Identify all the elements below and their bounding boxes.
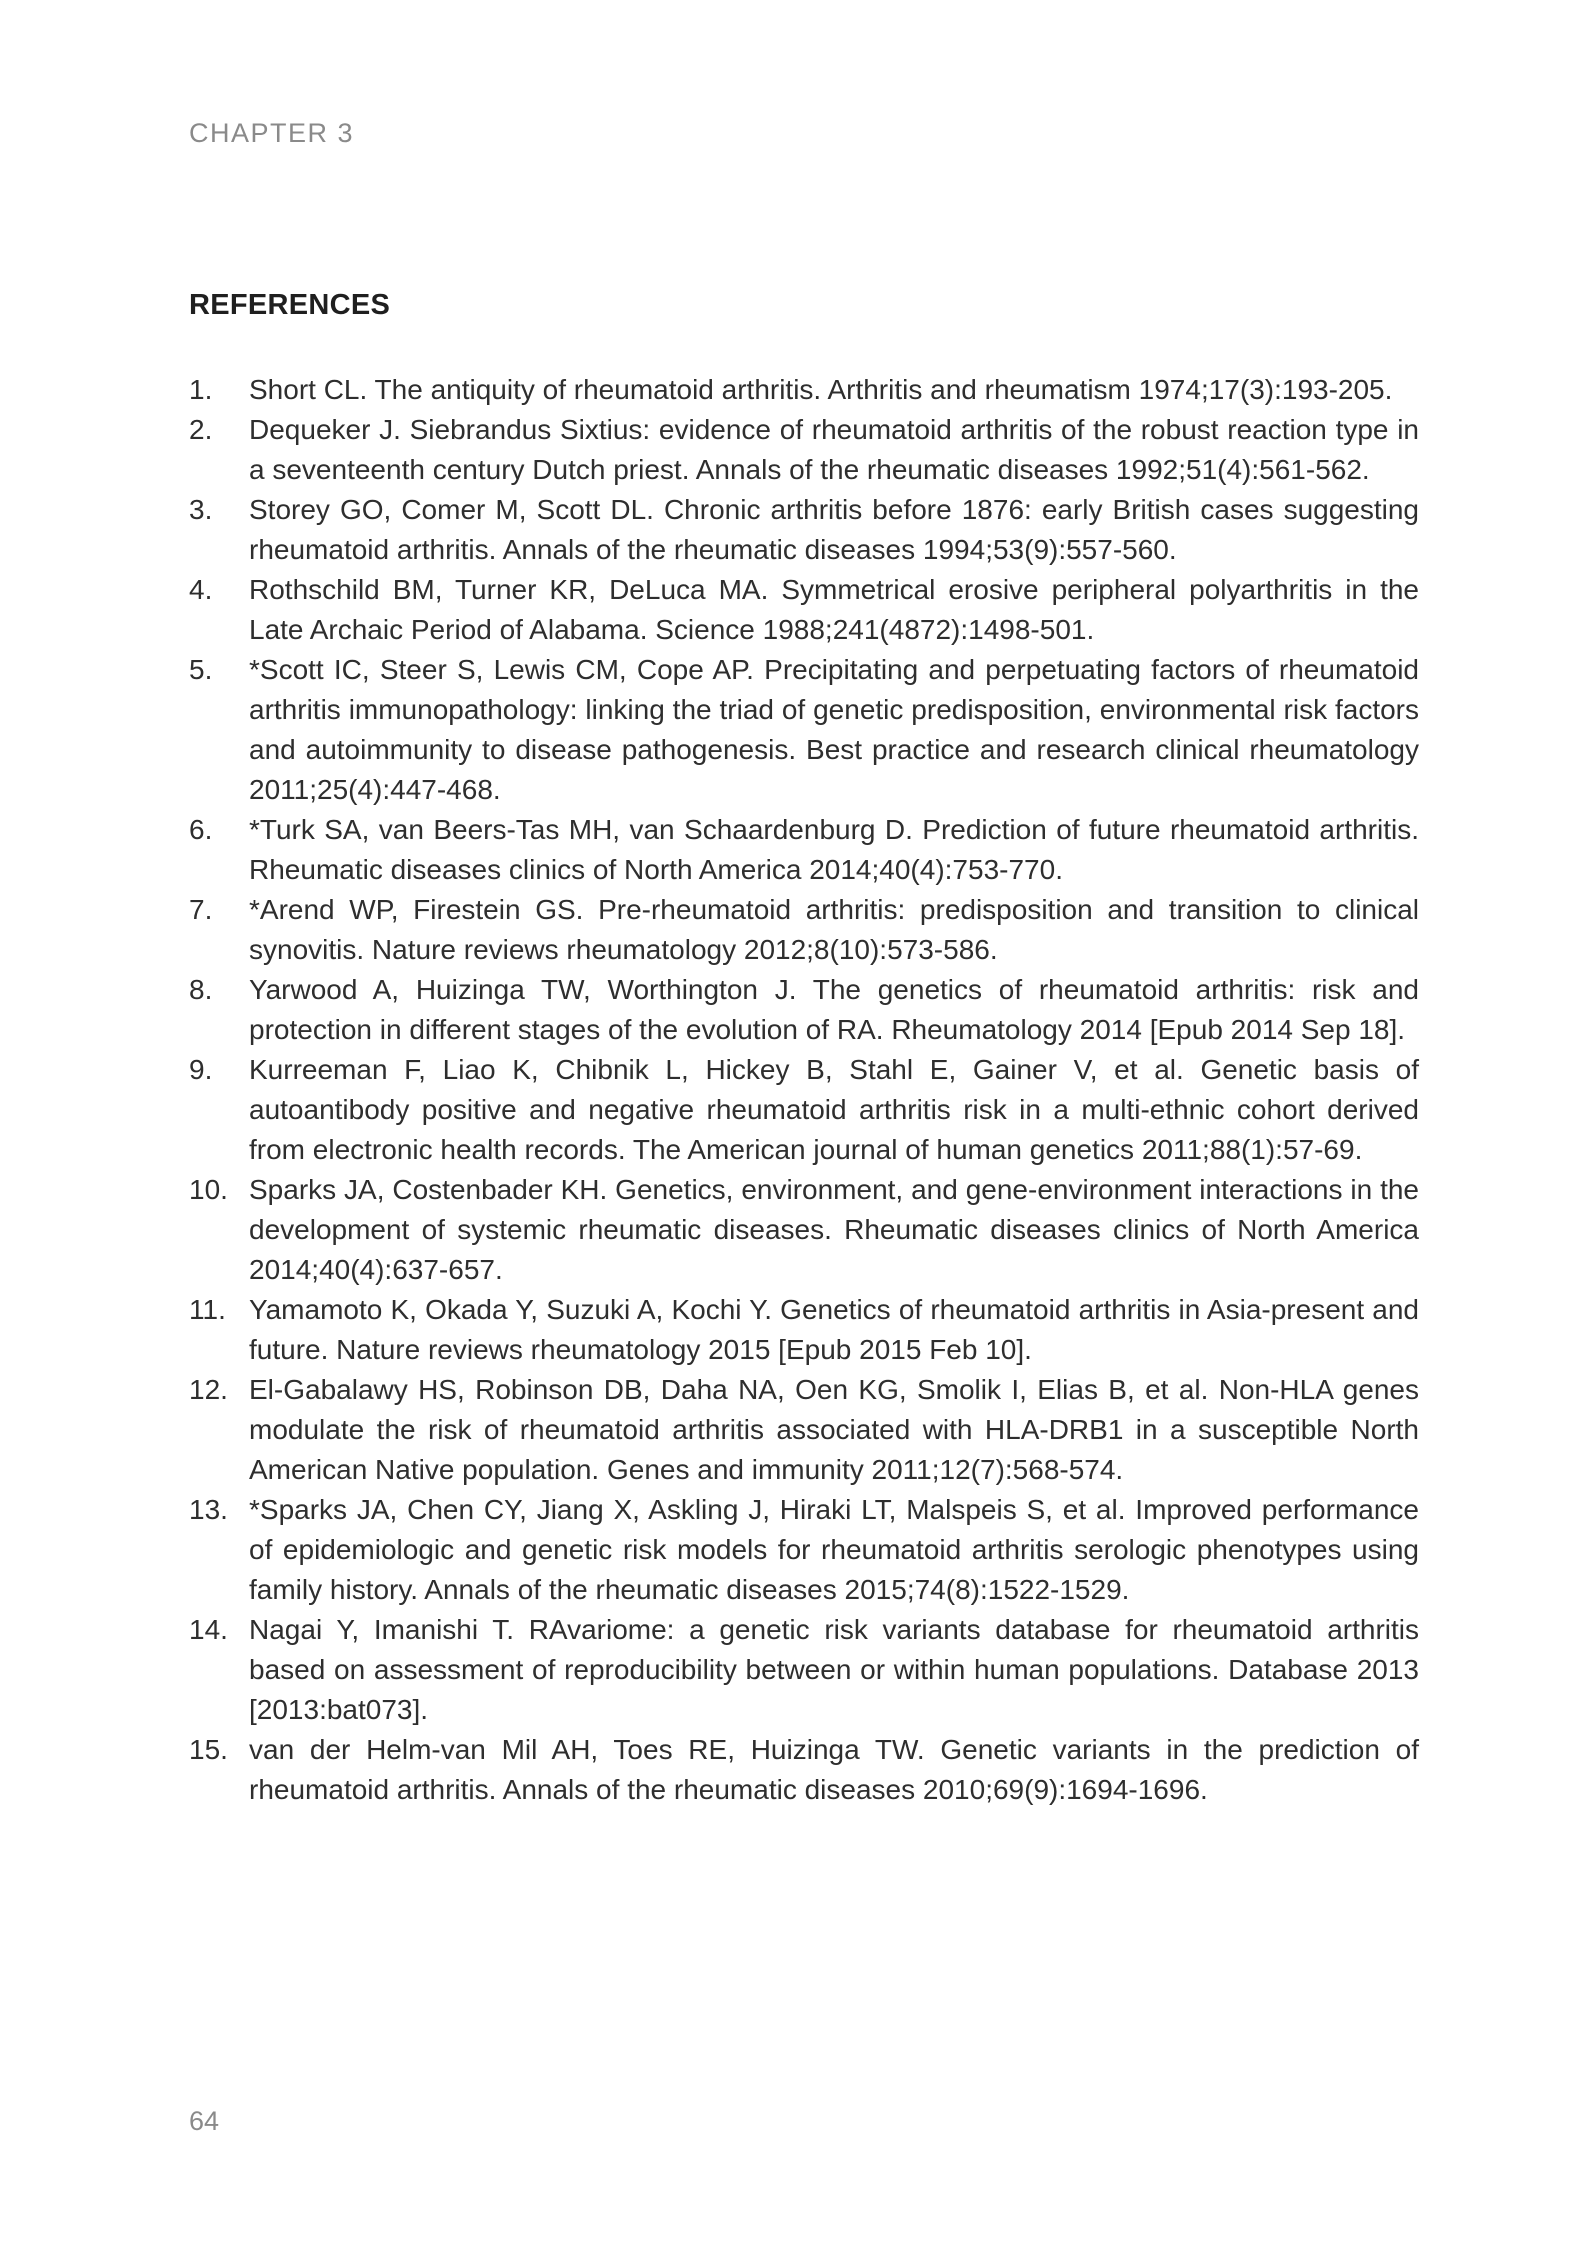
reference-item-11 xyxy=(189,1290,1419,1370)
reference-item-13 xyxy=(189,1490,1419,1610)
reference-number: 7. xyxy=(189,894,213,925)
reference-number: 13. xyxy=(189,1494,228,1525)
reference-number: 5. xyxy=(189,654,213,685)
running-head: CHAPTER 3 xyxy=(189,118,355,148)
reference-item-5 xyxy=(189,650,1419,810)
reference-item-4 xyxy=(189,570,1419,650)
reference-number: 14. xyxy=(189,1614,228,1645)
reference-item-10 xyxy=(189,1170,1419,1290)
reference-number: 10. xyxy=(189,1174,228,1205)
reference-text: *Turk SA, van Beers-Tas MH, van Schaardenburg D. Prediction of future rheumatoid arthritis. Rheumatic diseases clinics of North America 2014;40(4):753-770. xyxy=(249,814,1419,885)
reference-item-7 xyxy=(189,890,1419,970)
reference-item-2 xyxy=(189,410,1419,490)
reference-item-15 xyxy=(189,1730,1419,1810)
reference-number: 1. xyxy=(189,374,213,405)
reference-item-1 xyxy=(189,370,1419,410)
reference-text: Short CL. The antiquity of rheumatoid arthritis. Arthritis and rheumatism 1974;17(3):193-205. xyxy=(249,374,1393,405)
reference-text: *Scott IC, Steer S, Lewis CM, Cope AP. Precipitating and perpetuating factors of rheumatoid arthritis immunopathology: linking the triad of genetic predisposition, environmental risk factors and autoimmunity to disease pathogenesis. Best practice and research clinical rheumatology 2011;25(4):447-468. xyxy=(249,654,1419,805)
reference-number: 3. xyxy=(189,494,213,525)
reference-text: Rothschild BM, Turner KR, DeLuca MA. Symmetrical erosive peripheral polyarthritis in the Late Archaic Period of Alabama. Science 1988;241(4872):1498-501. xyxy=(249,574,1419,645)
reference-number: 15. xyxy=(189,1734,228,1765)
reference-text: Yamamoto K, Okada Y, Suzuki A, Kochi Y. Genetics of rheumatoid arthritis in Asia-present and future. Nature reviews rheumatology 2015 [Epub 2015 Feb 10]. xyxy=(249,1294,1419,1365)
reference-text: Storey GO, Comer M, Scott DL. Chronic arthritis before 1876: early British cases suggesting rheumatoid arthritis. Annals of the rheumatic diseases 1994;53(9):557-560. xyxy=(249,494,1419,565)
reference-number: 2. xyxy=(189,414,213,445)
reference-item-6 xyxy=(189,810,1419,890)
reference-item-8 xyxy=(189,970,1419,1050)
reference-text: Nagai Y, Imanishi T. RAvariome: a genetic risk variants database for rheumatoid arthritis based on assessment of reproducibility between or within human populations. Database 2013 [2013:bat073]. xyxy=(249,1614,1419,1725)
reference-text: El-Gabalawy HS, Robinson DB, Daha NA, Oen KG, Smolik I, Elias B, et al. Non-HLA genes modulate the risk of rheumatoid arthritis associated with HLA-DRB1 in a susceptible North American Native population. Genes and immunity 2011;12(7):568-574. xyxy=(249,1374,1419,1485)
reference-item-3 xyxy=(189,490,1419,570)
reference-number: 9. xyxy=(189,1054,213,1085)
reference-text: Yarwood A, Huizinga TW, Worthington J. The genetics of rheumatoid arthritis: risk and protection in different stages of the evolution of RA. Rheumatology 2014 [Epub 2014 Sep 18]. xyxy=(249,974,1419,1045)
reference-number: 12. xyxy=(189,1374,228,1405)
reference-text: Dequeker J. Siebrandus Sixtius: evidence of rheumatoid arthritis of the robust reaction type in a seventeenth century Dutch priest. Annals of the rheumatic diseases 1992;51(4):561-562. xyxy=(249,414,1419,485)
reference-item-9 xyxy=(189,1050,1419,1170)
reference-number: 11. xyxy=(189,1294,226,1325)
reference-list xyxy=(189,370,1419,1810)
reference-text: van der Helm-van Mil AH, Toes RE, Huizinga TW. Genetic variants in the prediction of rheumatoid arthritis. Annals of the rheumatic diseases 2010;69(9):1694-1696. xyxy=(249,1734,1419,1805)
reference-number: 4. xyxy=(189,574,213,605)
reference-item-14 xyxy=(189,1610,1419,1730)
reference-item-12 xyxy=(189,1370,1419,1490)
reference-text: *Sparks JA, Chen CY, Jiang X, Askling J, Hiraki LT, Malspeis S, et al. Improved performance of epidemiologic and genetic risk models for rheumatoid arthritis serologic phenotypes using family history. Annals of the rheumatic diseases 2015;74(8):1522-1529. xyxy=(249,1494,1419,1605)
reference-number: 6. xyxy=(189,814,213,845)
reference-number: 8. xyxy=(189,974,213,1005)
reference-text: Sparks JA, Costenbader KH. Genetics, environment, and gene-environment interactions in the development of systemic rheumatic diseases. Rheumatic diseases clinics of North America 2014;40(4):637-657. xyxy=(249,1174,1419,1285)
page-number: 64 xyxy=(189,2106,220,2136)
reference-text: *Arend WP, Firestein GS. Pre-rheumatoid arthritis: predisposition and transition to clinical synovitis. Nature reviews rheumatology 2012;8(10):573-586. xyxy=(249,894,1419,965)
section-heading: REFERENCES xyxy=(189,289,391,321)
reference-text: Kurreeman F, Liao K, Chibnik L, Hickey B, Stahl E, Gainer V, et al. Genetic basis of autoantibody positive and negative rheumatoid arthritis risk in a multi-ethnic cohort derived from electronic health records. The American journal of human genetics 2011;88(1):57-69. xyxy=(249,1054,1419,1165)
